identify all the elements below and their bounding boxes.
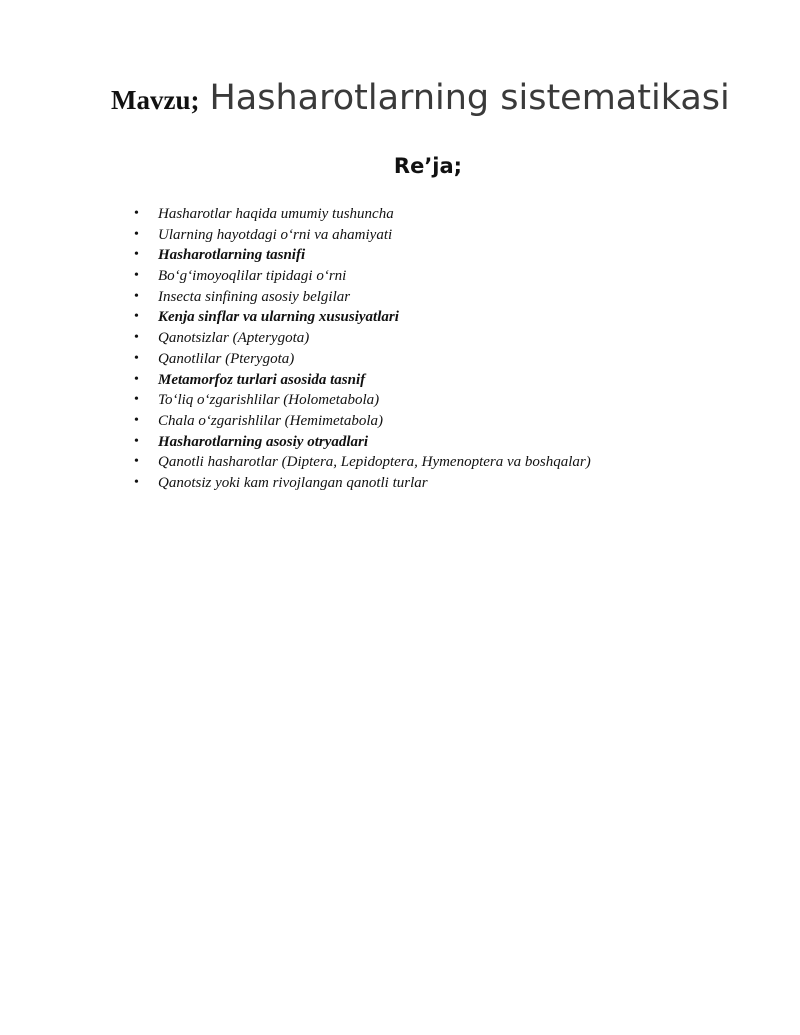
bullet-icon: • bbox=[134, 288, 139, 304]
bullet-icon: • bbox=[134, 350, 139, 366]
plan-item-text: Ularning hayotdagi o‘rni va ahamiyati bbox=[158, 226, 393, 243]
plan-item-text: Metamorfoz turlari asosida tasnif bbox=[158, 371, 366, 388]
bullet-icon: • bbox=[134, 454, 139, 470]
bullet-icon: • bbox=[134, 226, 139, 242]
plan-list-item bbox=[134, 307, 591, 328]
title-prefix: Mavzu; bbox=[111, 85, 200, 115]
plan-item-text: To‘liq o‘zgarishlilar (Holometabola) bbox=[158, 392, 380, 409]
plan-list-item bbox=[134, 328, 591, 349]
plan-item-text: Insecta sinfining asosiy belgilar bbox=[158, 288, 351, 305]
plan-item-text: Qanotlilar (Pterygota) bbox=[158, 350, 295, 367]
plan-list bbox=[134, 204, 591, 494]
plan-list-item bbox=[134, 452, 591, 473]
plan-list-item bbox=[134, 370, 591, 391]
bullet-icon: • bbox=[134, 268, 139, 284]
plan-list-item bbox=[134, 349, 591, 370]
bullet-icon: • bbox=[134, 330, 139, 346]
plan-list-item bbox=[134, 473, 591, 494]
page-title bbox=[111, 78, 730, 118]
plan-item-text: Chala o‘zgarishlilar (Hemimetabola) bbox=[158, 412, 383, 429]
plan-list-item bbox=[134, 287, 591, 308]
bullet-icon: • bbox=[134, 247, 139, 263]
bullet-icon: • bbox=[134, 433, 139, 449]
plan-item-text: Hasharotlarning asosiy otryadlari bbox=[158, 433, 369, 450]
plan-list-item bbox=[134, 390, 591, 411]
plan-list-item bbox=[134, 225, 591, 246]
plan-item-text: Kenja sinflar va ularning xususiyatlari bbox=[158, 309, 399, 326]
plan-list-item bbox=[134, 411, 591, 432]
plan-heading: Re’ja; bbox=[393, 154, 463, 178]
plan-item-text: Hasharotlarning tasnifi bbox=[158, 247, 306, 264]
plan-item-text: Qanotsizlar (Apterygota) bbox=[158, 330, 310, 347]
plan-item-text: Bo‘g‘imoyoqlilar tipidagi o‘rni bbox=[158, 268, 347, 285]
bullet-icon: • bbox=[134, 392, 139, 408]
plan-list-item bbox=[134, 432, 591, 453]
bullet-icon: • bbox=[134, 309, 139, 325]
bullet-icon: • bbox=[134, 206, 139, 221]
bullet-icon: • bbox=[134, 371, 139, 387]
plan-list-item bbox=[134, 204, 591, 225]
plan-item-text: Qanotsiz yoki kam rivojlangan qanotli turlar bbox=[158, 474, 428, 491]
plan-list-item bbox=[134, 266, 591, 287]
plan-item-text: Hasharotlar haqida umumiy tushuncha bbox=[158, 206, 394, 222]
plan-list-item bbox=[134, 245, 591, 266]
title-main: Hasharotlarning sistematikasi bbox=[209, 78, 730, 118]
bullet-icon: • bbox=[134, 412, 139, 428]
plan-item-text: Qanotli hasharotlar (Diptera, Lepidoptera, Hymenoptera va boshqalar) bbox=[158, 454, 591, 471]
bullet-icon: • bbox=[134, 474, 139, 490]
